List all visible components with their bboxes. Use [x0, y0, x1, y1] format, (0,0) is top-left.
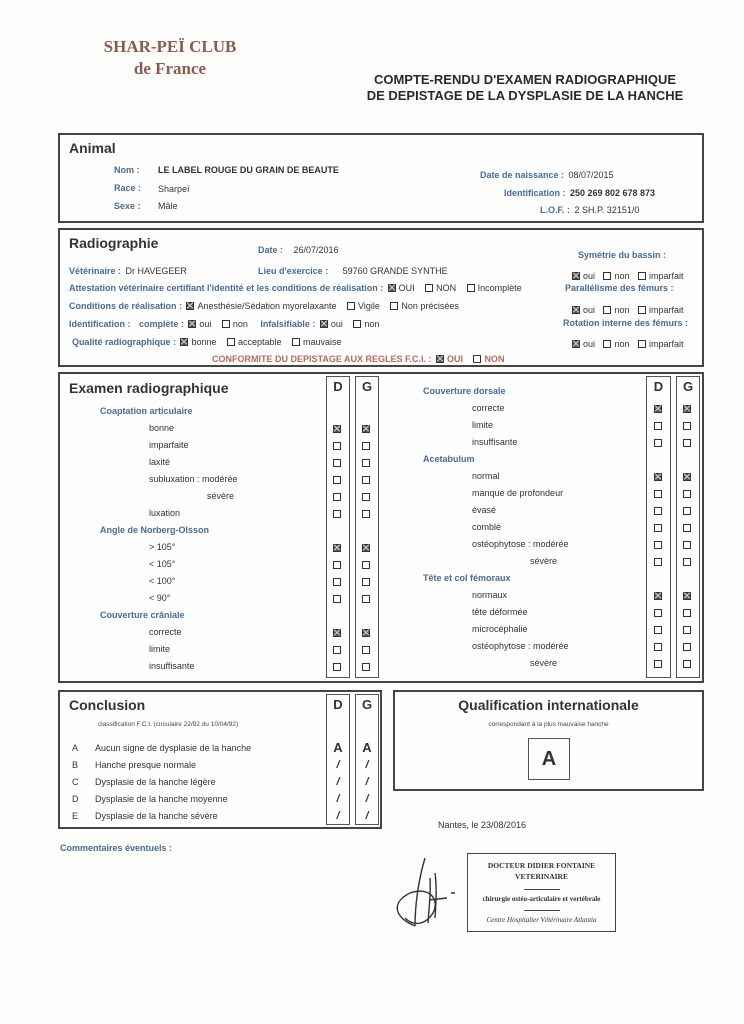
club-name: SHAR-PEÏ CLUB	[103, 37, 237, 56]
title-line-2: DE DEPISTAGE DE LA DYSPLASIE DE LA HANCHE	[366, 88, 684, 103]
exam-item-label: limite	[149, 644, 171, 654]
title-line-1: COMPTE-RENDU D'EXAMEN RADIOGRAPHIQUE	[373, 72, 677, 87]
complete-oui-checkbox[interactable]	[188, 320, 196, 328]
exam-item-label: imparfaite	[149, 440, 189, 450]
exam-item-label: < 90°	[149, 593, 171, 603]
exam-item-label: normal	[472, 471, 500, 481]
option-label: Non précisées	[401, 301, 459, 311]
option-label: non	[614, 305, 630, 315]
conditions-row	[69, 296, 459, 314]
date-value: 26/07/2016	[293, 245, 339, 255]
exam-checkbox-d[interactable]	[333, 510, 341, 518]
exam-checkbox-d[interactable]	[654, 524, 662, 532]
parallelisme-oui-checkbox[interactable]	[572, 306, 580, 314]
stamp-name: DOCTEUR DIDIER FONTAINE	[487, 861, 596, 870]
option-label: oui	[583, 339, 596, 349]
complete-label: complète :	[138, 319, 184, 329]
exam-item-label: tête déformée	[472, 607, 528, 617]
grade-letter: D	[72, 794, 79, 804]
qualification-section	[393, 690, 704, 791]
section-heading: Couverture dorsale	[423, 386, 506, 396]
exam-checkbox-d[interactable]	[333, 425, 341, 433]
exam-checkbox-d[interactable]	[654, 643, 662, 651]
grade-d-value: /	[336, 776, 340, 788]
conditions-anesthesie-checkbox[interactable]	[186, 302, 194, 310]
conformite-oui-checkbox[interactable]	[436, 355, 444, 363]
naissance-label: Date de naissance :	[480, 170, 565, 180]
rotation-imparfait-checkbox[interactable]	[638, 340, 646, 348]
exam-item-label: correcte	[149, 627, 182, 637]
grade-letter: C	[72, 777, 79, 787]
option-label: non	[232, 319, 248, 329]
conditions-label: Conditions de réalisation :	[69, 301, 183, 311]
attestation-non-checkbox[interactable]	[425, 284, 433, 292]
stamp-divider	[524, 910, 560, 911]
exam-item-label: normaux	[472, 590, 508, 600]
exam-checkbox-g[interactable]	[683, 524, 691, 532]
grade-description: Hanche presque normale	[95, 760, 197, 770]
symetrie-row	[572, 266, 683, 284]
examen-section	[58, 372, 704, 683]
option-label: non	[614, 271, 630, 281]
race-value: Sharpeï	[158, 184, 190, 194]
option-label: bonne	[191, 337, 217, 347]
conditions-non-precisees-checkbox[interactable]	[390, 302, 398, 310]
exam-checkbox-g[interactable]	[362, 442, 370, 450]
attestation-row	[69, 278, 522, 296]
exam-item-label: sévère	[530, 658, 558, 668]
exam-item-label: ostéophytose : modérée	[472, 539, 569, 549]
rotation-oui-checkbox[interactable]	[572, 340, 580, 348]
qualite-mauvaise-checkbox[interactable]	[292, 338, 300, 346]
animal-section	[58, 133, 704, 223]
exam-checkbox-d[interactable]	[333, 629, 341, 637]
exam-checkbox-d[interactable]	[333, 544, 341, 552]
exam-checkbox-g[interactable]	[683, 558, 691, 566]
classification-note: classification F.C.I. (circulaire 22/92 du 10/04/92)	[98, 721, 239, 728]
date-field	[258, 240, 339, 258]
option-label: oui	[583, 305, 596, 315]
grade-letter: A	[72, 743, 79, 753]
option-label: OUI	[398, 283, 415, 293]
exam-item-label: subluxation : modérée	[149, 474, 238, 484]
exam-checkbox-d[interactable]	[333, 595, 341, 603]
option-label: imparfait	[648, 339, 684, 349]
exam-checkbox-g[interactable]	[683, 660, 691, 668]
stamp-divider	[524, 889, 560, 890]
exam-checkbox-g[interactable]	[683, 609, 691, 617]
option-label: Vigile	[358, 301, 380, 311]
exam-checkbox-g[interactable]	[362, 595, 370, 603]
lof-value: 2 SH.P. 32151/0	[574, 205, 640, 215]
col-g-header: G	[682, 379, 694, 394]
qualification-subtitle: correspondant à la plus mauvaise hanche	[488, 721, 609, 728]
parallelisme-non-checkbox[interactable]	[603, 306, 611, 314]
option-label: NON	[436, 283, 457, 293]
stamp-clinic: Centre Hospitalier Vétérinaire Atlantia	[486, 916, 597, 924]
option-label: non	[614, 339, 630, 349]
exam-checkbox-d[interactable]	[654, 660, 662, 668]
examen-heading: Examen radiographique	[69, 380, 229, 396]
exam-checkbox-g[interactable]	[683, 473, 691, 481]
exam-item-label: limite	[472, 420, 494, 430]
infalsifiable-label: Infalsifiable :	[260, 319, 316, 329]
exam-checkbox-g[interactable]	[362, 629, 370, 637]
grade-d-value: A	[333, 740, 343, 755]
grade-g-value: /	[365, 810, 369, 822]
attestation-incomplete-checkbox[interactable]	[467, 284, 475, 292]
infalsifiable-non-checkbox[interactable]	[353, 320, 361, 328]
exam-item-label: < 105°	[149, 559, 176, 569]
exam-item-label: luxation	[149, 508, 181, 518]
exam-checkbox-d[interactable]	[654, 473, 662, 481]
exam-checkbox-d[interactable]	[654, 626, 662, 634]
qualification-heading: Qualification internationale	[458, 697, 639, 713]
lof-field	[540, 200, 700, 218]
identification-field	[504, 183, 704, 201]
conclusion-heading: Conclusion	[69, 697, 146, 713]
grade-description: Dysplasie de la hanche légère	[95, 777, 216, 787]
document-title	[330, 72, 720, 104]
exam-item-label: insuffisante	[149, 661, 195, 671]
section-heading: Coaptation articulaire	[100, 406, 193, 416]
attestation-oui-checkbox[interactable]	[388, 284, 396, 292]
sexe-value: Mâle	[158, 201, 178, 211]
grade-g-value: /	[365, 759, 369, 771]
section-heading: Tête et col fémoraux	[423, 573, 511, 583]
section-heading: Angle de Norberg-Olsson	[100, 525, 210, 535]
conclusion-section	[58, 690, 382, 829]
exam-checkbox-g[interactable]	[362, 510, 370, 518]
conformite-label: CONFORMITE DU DEPISTAGE AUX REGLES F.C.I. :	[212, 354, 432, 364]
nom-value: LE LABEL ROUGE DU GRAIN DE BEAUTE	[158, 165, 339, 175]
exam-checkbox-g[interactable]	[683, 422, 691, 430]
col-d-header: D	[333, 697, 343, 712]
exam-checkbox-g[interactable]	[683, 592, 691, 600]
sexe-label: Sexe :	[114, 201, 141, 211]
qualite-acceptable-checkbox[interactable]	[227, 338, 235, 346]
exam-checkbox-g[interactable]	[683, 490, 691, 498]
symetrie-oui-checkbox[interactable]	[572, 272, 580, 280]
rotation-row	[572, 334, 683, 352]
exam-checkbox-d[interactable]	[333, 459, 341, 467]
parallelisme-imparfait-checkbox[interactable]	[638, 306, 646, 314]
identification-row	[69, 314, 379, 332]
exam-checkbox-d[interactable]	[654, 541, 662, 549]
signature-icon	[385, 848, 475, 933]
rotation-non-checkbox[interactable]	[603, 340, 611, 348]
grade-letter: E	[72, 811, 79, 821]
exam-item-label: microcéphalie	[472, 624, 528, 634]
vet-field	[69, 261, 187, 279]
lieu-value: 59760 GRANDE SYNTHE	[342, 266, 448, 276]
qualite-bonne-checkbox[interactable]	[180, 338, 188, 346]
identification-value: 250 269 802 678 873	[569, 188, 656, 198]
parallelisme-label: Parallélisme des fémurs :	[565, 283, 674, 293]
exam-checkbox-g[interactable]	[683, 507, 691, 515]
exam-item-label: évasé	[472, 505, 497, 515]
exam-item-label: manque de profondeur	[472, 488, 564, 498]
exam-checkbox-d[interactable]	[654, 490, 662, 498]
exam-checkbox-d[interactable]	[654, 609, 662, 617]
col-d-header: D	[333, 379, 343, 394]
radiographie-section	[58, 228, 704, 367]
qualite-row	[72, 332, 341, 350]
rotation-label: Rotation interne des fémurs :	[563, 318, 689, 328]
stamp-title: VETERINAIRE	[515, 872, 568, 881]
symetrie-non-checkbox[interactable]	[603, 272, 611, 280]
exam-checkbox-g[interactable]	[362, 578, 370, 586]
option-label: OUI	[446, 354, 463, 364]
grade-g-value: /	[365, 793, 369, 805]
exam-checkbox-d[interactable]	[333, 493, 341, 501]
option-label: Incomplète	[477, 283, 522, 293]
exam-checkbox-d[interactable]	[333, 476, 341, 484]
grade-description: Dysplasie de la hanche moyenne	[95, 794, 228, 804]
grade-g-value: /	[365, 776, 369, 788]
grade-d-value: /	[336, 759, 340, 771]
option-label: imparfait	[648, 305, 684, 315]
exam-checkbox-d[interactable]	[333, 442, 341, 450]
veterinarian-stamp	[467, 853, 616, 932]
col-d-header: D	[653, 379, 664, 394]
exam-item-label: sévère	[530, 556, 558, 566]
qualification-grade: A	[528, 738, 570, 780]
exam-checkbox-g[interactable]	[683, 541, 691, 549]
grade-d-value: /	[336, 793, 340, 805]
exam-checkbox-g[interactable]	[362, 476, 370, 484]
stamp-specialty: chirurgie ostéo-articulaire et vertébrale	[482, 895, 601, 903]
qualite-label: Qualité radiographique :	[72, 337, 177, 347]
exam-item-label: ostéophytose : modérée	[472, 641, 569, 651]
exam-checkbox-d[interactable]	[654, 405, 662, 413]
symetrie-imparfait-checkbox[interactable]	[638, 272, 646, 280]
identification-row-label: Identification :	[69, 319, 131, 329]
exam-checkbox-g[interactable]	[683, 405, 691, 413]
race-label: Race :	[114, 183, 142, 193]
exam-item-label: insuffisante	[472, 437, 518, 447]
comments-label: Commentaires éventuels :	[60, 843, 173, 853]
conformite-non-checkbox[interactable]	[473, 355, 481, 363]
lieu-field	[258, 261, 448, 279]
animal-heading: Animal	[69, 140, 116, 156]
exam-checkbox-d[interactable]	[333, 578, 341, 586]
radiographie-heading: Radiographie	[69, 235, 159, 251]
exam-checkbox-d[interactable]	[333, 646, 341, 654]
grade-description: Aucun signe de dysplasie de la hanche	[95, 743, 252, 753]
exam-item-label: laxité	[149, 457, 171, 467]
exam-checkbox-d[interactable]	[654, 558, 662, 566]
option-label: oui	[199, 319, 212, 329]
option-label: oui	[583, 271, 596, 281]
exam-checkbox-d[interactable]	[654, 422, 662, 430]
grade-letter: B	[72, 760, 79, 770]
section-heading: Couverture crâniale	[100, 610, 185, 620]
infalsifiable-oui-checkbox[interactable]	[320, 320, 328, 328]
option-label: Anesthésie/Sédation myorelaxante	[197, 301, 337, 311]
section-heading: Acetabulum	[423, 454, 475, 464]
exam-checkbox-g[interactable]	[362, 493, 370, 501]
exam-item-label: bonne	[149, 423, 175, 433]
col-g-header: G	[361, 379, 373, 394]
exam-checkbox-g[interactable]	[362, 663, 370, 671]
lof-label: L.O.F. :	[540, 205, 570, 215]
grade-g-value: A	[362, 740, 372, 755]
nom-label: Nom :	[114, 165, 140, 175]
exam-checkbox-d[interactable]	[654, 439, 662, 447]
exam-checkbox-g[interactable]	[362, 425, 370, 433]
exam-checkbox-d[interactable]	[333, 561, 341, 569]
option-label: NON	[484, 354, 505, 364]
col-g-header: G	[361, 697, 373, 712]
club-country: de France	[133, 59, 207, 78]
option-label: mauvaise	[302, 337, 342, 347]
exam-checkbox-g[interactable]	[362, 459, 370, 467]
grade-description: Dysplasie de la hanche sévère	[95, 811, 218, 821]
exam-checkbox-g[interactable]	[683, 626, 691, 634]
exam-item-label: < 100°	[149, 576, 176, 586]
attestation-label: Attestation vétérinaire certifiant l'identité et les conditions de réalisation :	[69, 283, 384, 293]
exam-checkbox-d[interactable]	[333, 663, 341, 671]
naissance-field	[480, 165, 680, 183]
exam-checkbox-g[interactable]	[683, 643, 691, 651]
exam-item-label: > 105°	[149, 542, 176, 552]
symetrie-label: Symétrie du bassin :	[578, 250, 667, 260]
exam-item-label: sévère	[207, 491, 235, 501]
lieu-label: Lieu d'exercice :	[258, 266, 329, 276]
exam-checkbox-g[interactable]	[362, 544, 370, 552]
exam-item-label: comblé	[472, 522, 502, 532]
conditions-vigile-checkbox[interactable]	[347, 302, 355, 310]
place-date: Nantes, le 23/08/2016	[438, 820, 527, 830]
naissance-value: 08/07/2015	[568, 170, 614, 180]
exam-checkbox-g[interactable]	[683, 439, 691, 447]
complete-non-checkbox[interactable]	[222, 320, 230, 328]
vet-label: Vétérinaire :	[69, 266, 122, 276]
option-label: non	[364, 319, 380, 329]
date-label: Date :	[258, 245, 284, 255]
exam-checkbox-g[interactable]	[362, 561, 370, 569]
grade-d-value: /	[336, 810, 340, 822]
exam-checkbox-d[interactable]	[654, 592, 662, 600]
option-label: imparfait	[648, 271, 684, 281]
option-label: acceptable	[237, 337, 282, 347]
exam-checkbox-d[interactable]	[654, 507, 662, 515]
exam-item-label: correcte	[472, 403, 505, 413]
exam-checkbox-g[interactable]	[362, 646, 370, 654]
parallelisme-row	[572, 300, 683, 318]
vet-value: Dr HAVEGEER	[125, 266, 187, 276]
identification-label: Identification :	[504, 188, 566, 198]
conformite-row	[212, 349, 504, 367]
option-label: oui	[330, 319, 343, 329]
